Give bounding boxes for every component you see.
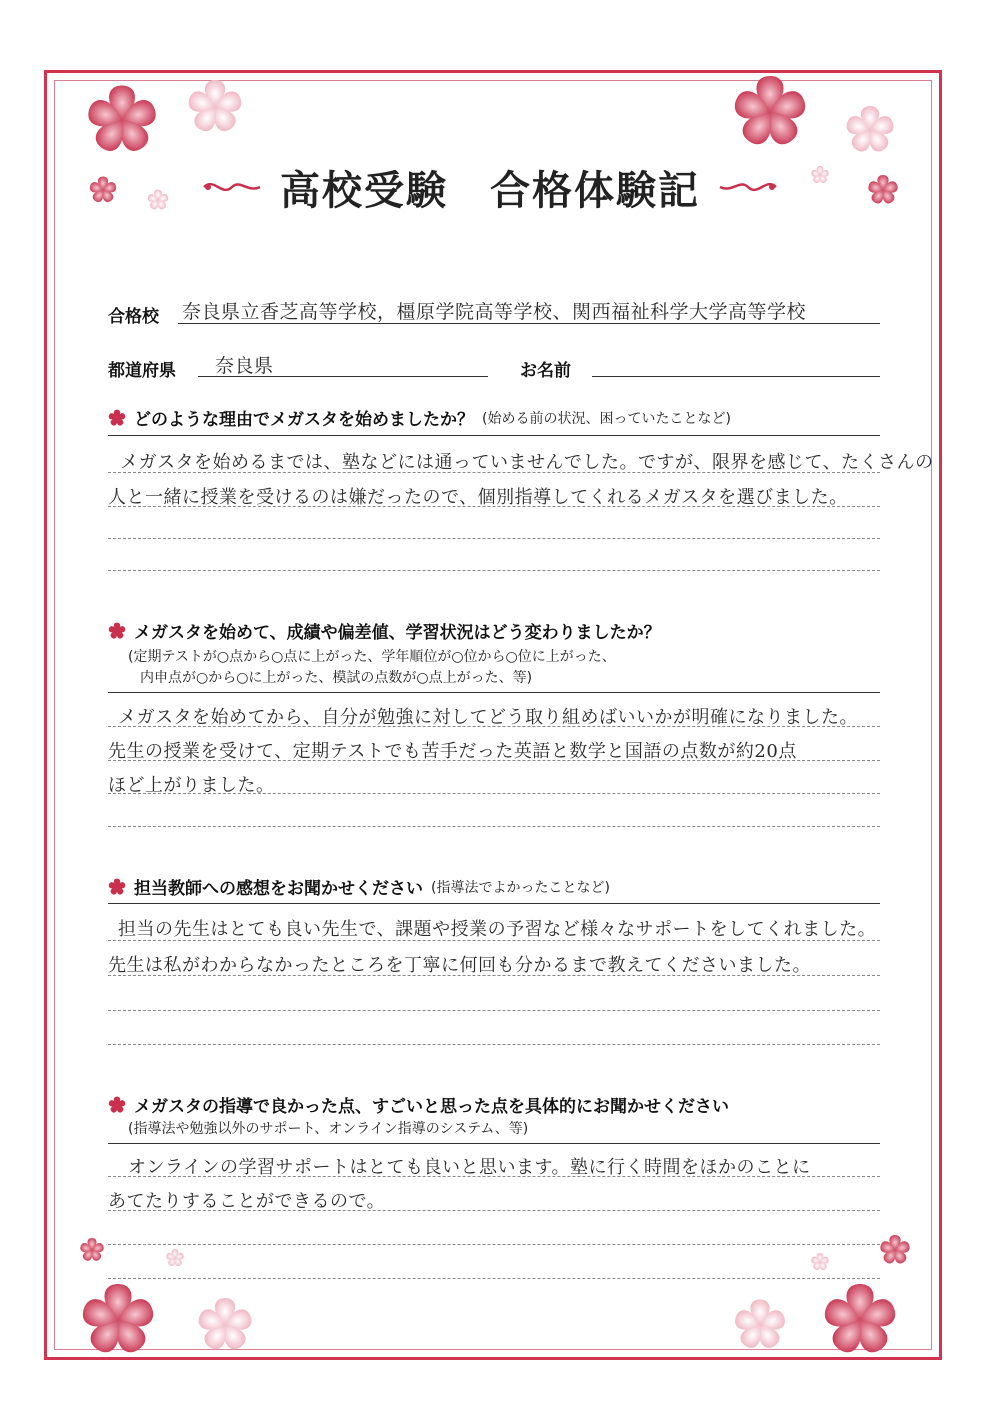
question-1-text: どのような理由でメガスタを始めましたか？ <box>134 410 474 430</box>
question-4 <box>108 1092 729 1117</box>
name-label: お名前 <box>520 361 571 381</box>
answer-2-line-2: 先生の授業を受けて、定期テストでも苦手だった英語と数学と国語の点数が約20点 <box>108 741 797 762</box>
sakura-bullet-icon <box>108 409 126 427</box>
answer-line <box>108 760 880 761</box>
sakura-bullet-icon <box>108 1096 126 1114</box>
answer-line <box>108 726 880 727</box>
title-area <box>200 152 780 222</box>
answer-line <box>108 472 880 473</box>
answer-line <box>108 940 880 941</box>
answer-line <box>108 570 880 571</box>
question-1-note: (始める前の状況、困っていたことなど) <box>482 410 731 427</box>
answer-line <box>108 1044 880 1045</box>
answer-line <box>108 1176 880 1177</box>
question-4-subnote-1: (指導法や勉強以外のサポート、オンライン指導のシステム、等) <box>128 1121 529 1137</box>
title-ornament-right-icon <box>718 175 778 199</box>
question-2 <box>108 618 661 643</box>
answer-line <box>108 435 880 436</box>
answer-2-line-3: ほど上がりました。 <box>108 775 275 796</box>
prefecture-value: 奈良県 <box>215 355 274 377</box>
title-ornament-left-icon <box>202 175 262 199</box>
sakura-bullet-icon <box>108 622 126 640</box>
question-2-subnote-1: (定期テストが○点から○点に上がった、学年順位が○位から○位に上がった、 <box>128 649 616 665</box>
question-3 <box>108 874 610 899</box>
prefecture-label: 都道府県 <box>108 361 176 381</box>
question-2-text: メガスタを始めて、成績や偏差値、学習状況はどう変わりましたか？ <box>134 623 661 643</box>
answer-1-line-2: 人と一緒に授業を受けるのは嫌だったので、個別指導してくれるメガスタを選びました。 <box>108 487 848 508</box>
question-1 <box>108 405 731 430</box>
sakura-bullet-icon <box>108 878 126 896</box>
answer-line <box>108 538 880 539</box>
answer-line <box>108 1210 880 1211</box>
question-2-subnote-2: 内申点が○から○に上がった、模試の点数が○点上がった、等) <box>140 670 533 686</box>
answer-4-line-2: あてたりすることができるので。 <box>108 1191 386 1212</box>
answer-1-line-1: メガスタを始めるまでは、塾などには通っていませんでした。ですが、限界を感じて、たくさんの <box>120 452 934 473</box>
school-underline <box>178 323 880 324</box>
answer-2-line-1: メガスタを始めてから、自分が勉強に対してどう取り組めばいいかが明確になりました。 <box>118 707 858 728</box>
answer-line <box>108 903 880 904</box>
answer-3-line-2: 先生は私がわからなかったところを丁寧に何回も分かるまで教えてくださいました。 <box>108 955 811 976</box>
answer-line <box>108 793 880 794</box>
answer-line <box>108 506 880 507</box>
answer-line <box>108 1278 880 1279</box>
name-underline <box>592 376 880 377</box>
page-title: 高校受験 合格体験記 <box>280 166 700 214</box>
answer-line <box>108 1143 880 1144</box>
question-3-text: 担当教師への感想をお聞かせください <box>134 879 423 899</box>
answer-line <box>108 975 880 976</box>
answer-line <box>108 1244 880 1245</box>
question-3-note: (指導法でよかったことなど) <box>431 879 610 896</box>
answer-3-line-1: 担当の先生はとても良い先生で、課題や授業の予習など様々なサポートをしてくれました。 <box>118 919 877 940</box>
answer-line <box>108 1010 880 1011</box>
school-label: 合格校 <box>108 307 159 327</box>
answer-line <box>108 692 880 693</box>
prefecture-underline <box>198 376 488 377</box>
question-4-text: メガスタの指導で良かった点、すごいと思った点を具体的にお聞かせください <box>134 1097 729 1117</box>
answer-4-line-1: オンラインの学習サポートはとても良いと思います。塾に行く時間をほかのことに <box>128 1157 811 1178</box>
school-value: 奈良県立香芝高等学校，橿原学院高等学校、関西福祉科学大学高等学校 <box>182 301 807 323</box>
answer-line <box>108 826 880 827</box>
